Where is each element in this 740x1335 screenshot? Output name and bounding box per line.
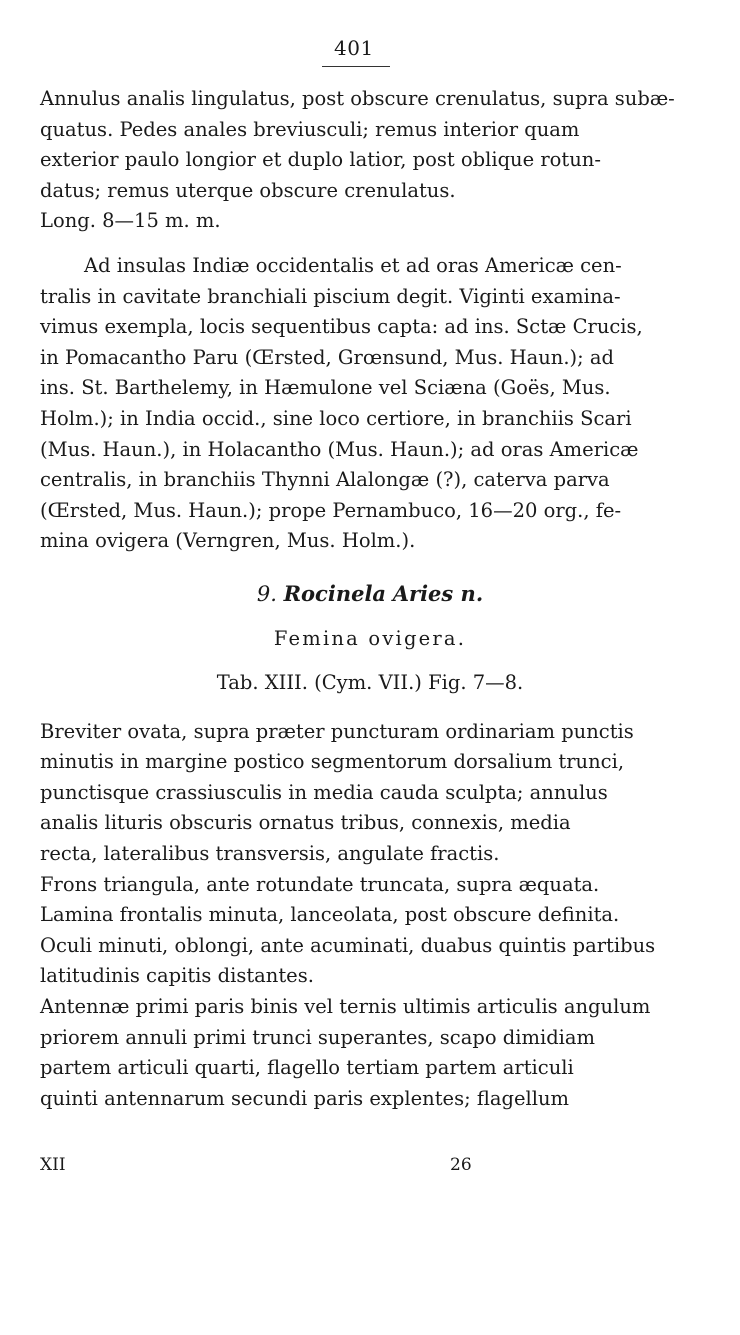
text-line: ins. St. Barthelemy, in Hæmulone vel Sciæna (Goës, Mus.	[40, 376, 611, 400]
text-line: quinti antennarum secundi paris explentes; flagellum	[40, 1086, 570, 1110]
text-line: Breviter ovata, supra præter puncturam ordinariam punctis	[40, 719, 634, 743]
text-line: punctisque crassiusculis in media cauda sculpta; annulus	[40, 780, 608, 804]
text-line: Holm.); in India occid., sine loco certiore, in branchiis Scari	[40, 406, 632, 430]
text-line: (Mus. Haun.), in Holacantho (Mus. Haun.); ad oras Americæ	[40, 437, 639, 461]
paragraph-habitat	[40, 251, 700, 557]
paragraph-oculi	[40, 931, 700, 992]
species-number: 9.	[256, 581, 277, 606]
text-line: priorem annuli primi trunci superantes, scapo dimidiam	[40, 1025, 596, 1049]
text-line: exterior paulo longior et duplo latior, post oblique rotun-	[40, 148, 601, 172]
spacer	[40, 237, 700, 251]
page-footer	[40, 1155, 700, 1181]
paragraph-frons	[40, 870, 700, 901]
paragraph-length	[40, 206, 700, 237]
text-line: centralis, in branchiis Thynni Alalongæ (?), caterva parva	[40, 468, 610, 492]
text-line: quatus. Pedes anales breviusculi; remus interior quam	[40, 117, 580, 141]
species-genus: Rocinela	[283, 580, 387, 606]
text-line: Antennæ primi paris binis vel ternis ultimis articulis angulum	[40, 995, 651, 1019]
plate-reference: Tab. XIII. (Cym. VII.) Fig. 7—8.	[216, 671, 524, 695]
text-line: datus; remus uterque obscure crenulatus.	[40, 178, 456, 202]
text-line: Long. 8—15 m. m.	[40, 209, 221, 233]
gathering-number: 26	[450, 1155, 472, 1175]
paragraph-annulus	[40, 84, 700, 206]
text-line: Ad insulas Indiæ occidentalis et ad oras Americæ cen-	[84, 253, 622, 277]
species-subtitle: Femina ovigera.	[273, 626, 467, 650]
text-line: mina ovigera (Verngren, Mus. Holm.).	[40, 529, 416, 553]
paragraph-lamina	[40, 900, 700, 931]
text-line: latitudinis capitis distantes.	[40, 964, 314, 988]
text-line: Annulus analis lingulatus, post obscure crenulatus, supra subæ-	[40, 87, 675, 110]
text-line: vimus exempla, locis sequentibus capta: ad ins. Sctæ Crucis,	[40, 315, 643, 339]
text-line: Frons triangula, ante rotundate truncata, supra æquata.	[40, 872, 600, 896]
text-line: partem articuli quarti, flagello tertiam partem articuli	[40, 1056, 574, 1080]
paragraph-breviter	[40, 717, 700, 870]
text-line: tralis in cavitate branchiali piscium degit. Viginti examina-	[40, 284, 621, 308]
species-epithet: Aries n.	[392, 580, 484, 606]
text-line: in Pomacantho Paru (Œrsted, Grœnsund, Mus. Haun.); ad	[40, 345, 615, 369]
text-line: Lamina frontalis minuta, lanceolata, post obscure definita.	[40, 903, 620, 927]
paragraph-antennae	[40, 992, 700, 1114]
signature-mark: XII	[40, 1155, 66, 1175]
body-text	[40, 84, 700, 1114]
text-line: (Œrsted, Mus. Haun.); prope Pernambuco, 16—20 org., fe-	[40, 498, 622, 522]
text-line: analis lituris obscuris ornatus tribus, connexis, media	[40, 811, 571, 835]
text-line: minutis in margine postico segmentorum dorsalium trunci,	[40, 750, 625, 774]
text-line: Oculi minuti, oblongi, ante acuminati, duabus quintis partibus	[40, 933, 656, 957]
species-heading	[40, 579, 700, 610]
page-number-rule	[322, 66, 390, 67]
text-line: recta, lateralibus transversis, angulate fractis.	[40, 842, 500, 866]
page-number: 401	[334, 36, 374, 60]
